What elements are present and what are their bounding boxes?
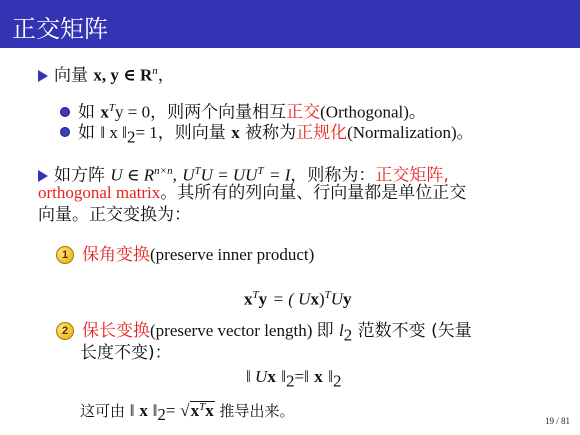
sqrt-icon: √ (180, 401, 190, 420)
eq-sub: 2 (332, 371, 342, 391)
bullet-orthogonal-line3 (38, 204, 191, 226)
eq-right: = ( U (272, 289, 311, 309)
norm-sub: 2 (157, 405, 166, 424)
eq-U: U (330, 289, 344, 309)
item-desc: (preserve inner product) (150, 245, 315, 264)
highlight-term: 正交 (286, 102, 321, 123)
eq-equals: =‖ (294, 367, 309, 386)
math-sup: T (257, 165, 264, 177)
closing-suffix: 推导出来。 (219, 402, 295, 420)
bullet-mid: ，则称为： (290, 165, 376, 186)
eq-x: x (244, 289, 253, 309)
bullet-vectors (38, 60, 175, 87)
line-text: 向量。正交变换为： (38, 205, 191, 225)
sub-suffix: (Orthogonal)。 (320, 102, 426, 122)
eq-norm: ‖ U (246, 367, 268, 386)
triangle-bullet-icon (38, 70, 48, 82)
math-sup: T (108, 102, 116, 114)
bullet-text: 向量 (54, 65, 88, 86)
eq-norm-close: ‖ (328, 367, 333, 386)
sqrt-x: x (205, 401, 214, 420)
sqrt-x: x (190, 401, 200, 420)
page-number: 19 / 81 (544, 416, 570, 426)
title-bar (0, 0, 580, 48)
triangle-bullet-icon (38, 170, 48, 182)
dot-bullet-icon (60, 127, 70, 137)
math-l: l (339, 321, 344, 340)
eq-equals: = (165, 401, 176, 420)
equation-inner-product (244, 284, 352, 311)
eq-sub: 2 (286, 371, 295, 391)
math-vars: x, y ∈ R (93, 65, 153, 85)
norm-x: x (139, 401, 148, 420)
eq-x: x (267, 367, 276, 386)
closing-prefix: 这可由 (80, 402, 126, 420)
highlight-term: 正规化 (296, 123, 348, 143)
sub-suffix: (Normalization)。 (347, 123, 474, 142)
math-U: U (182, 165, 195, 185)
sub-normalization (60, 122, 474, 148)
sub-mid: ，则向量 (157, 123, 226, 143)
sub-prefix: 如 (78, 123, 95, 143)
math-U-in: U ∈ R (110, 165, 155, 185)
math-var: x (231, 123, 240, 142)
item-inner-product (56, 244, 314, 266)
math-eq: U = UU (200, 165, 258, 185)
number-badge-icon: 1 (56, 246, 74, 264)
math-y-eq: y = 0 (115, 102, 151, 122)
sub-mid: ，则两个向量相互 (150, 102, 287, 123)
sub-mid2: 被称为 (245, 123, 297, 143)
line-text: 。其所有的列向量、行向量都是单位正交 (160, 183, 467, 203)
eq-y: y (258, 289, 268, 309)
line-text: 长度不变)： (80, 343, 172, 363)
bullet-orthogonal-line2 (38, 182, 466, 204)
item-desc2: 范数不变 (矢量 (357, 321, 472, 341)
eq-sup: T (252, 289, 259, 301)
slide-title: 正交矩阵 (12, 15, 108, 43)
eq-x: x (310, 289, 319, 309)
norm-open: ‖ (129, 401, 135, 420)
highlight-term: 保角变换 (82, 245, 150, 265)
math-sup: n×n (154, 165, 173, 177)
math-identity: = I (269, 165, 291, 185)
eq-sup: T (324, 289, 331, 301)
sqrt-sup: T (199, 401, 206, 413)
item-desc: (preserve vector length) 即 (150, 321, 334, 340)
math-sup: T (194, 165, 201, 177)
highlight-term: 正交矩阵, (375, 165, 449, 186)
bullet-prefix: 如方阵 (54, 165, 105, 186)
closing-line (80, 396, 295, 426)
eq-norm-close: ‖ (281, 367, 286, 386)
eq-paren: ) (318, 289, 325, 309)
number-badge-icon: 2 (56, 322, 74, 340)
math-norm: ‖ x ‖ (100, 123, 127, 142)
sub-prefix: 如 (78, 102, 95, 123)
math-comma: , (172, 165, 177, 185)
math-sub: 2 (343, 325, 353, 345)
bullet-suffix: ， (157, 65, 175, 86)
norm-close: ‖ (152, 401, 158, 420)
sub-orthogonal (60, 97, 426, 124)
highlight-term: 保长变换 (82, 321, 150, 341)
equation-vector-length (246, 366, 341, 392)
math-x: x (100, 102, 109, 122)
eq-y: y (343, 289, 352, 309)
item-vector-length-line2 (80, 342, 172, 364)
math-sub: 2 (126, 127, 136, 147)
highlight-term-en: orthogonal matrix (38, 183, 161, 202)
math-sup: n (152, 65, 158, 77)
dot-bullet-icon (60, 107, 70, 117)
eq-x: x (314, 367, 323, 386)
math-eq: = 1 (135, 123, 158, 142)
